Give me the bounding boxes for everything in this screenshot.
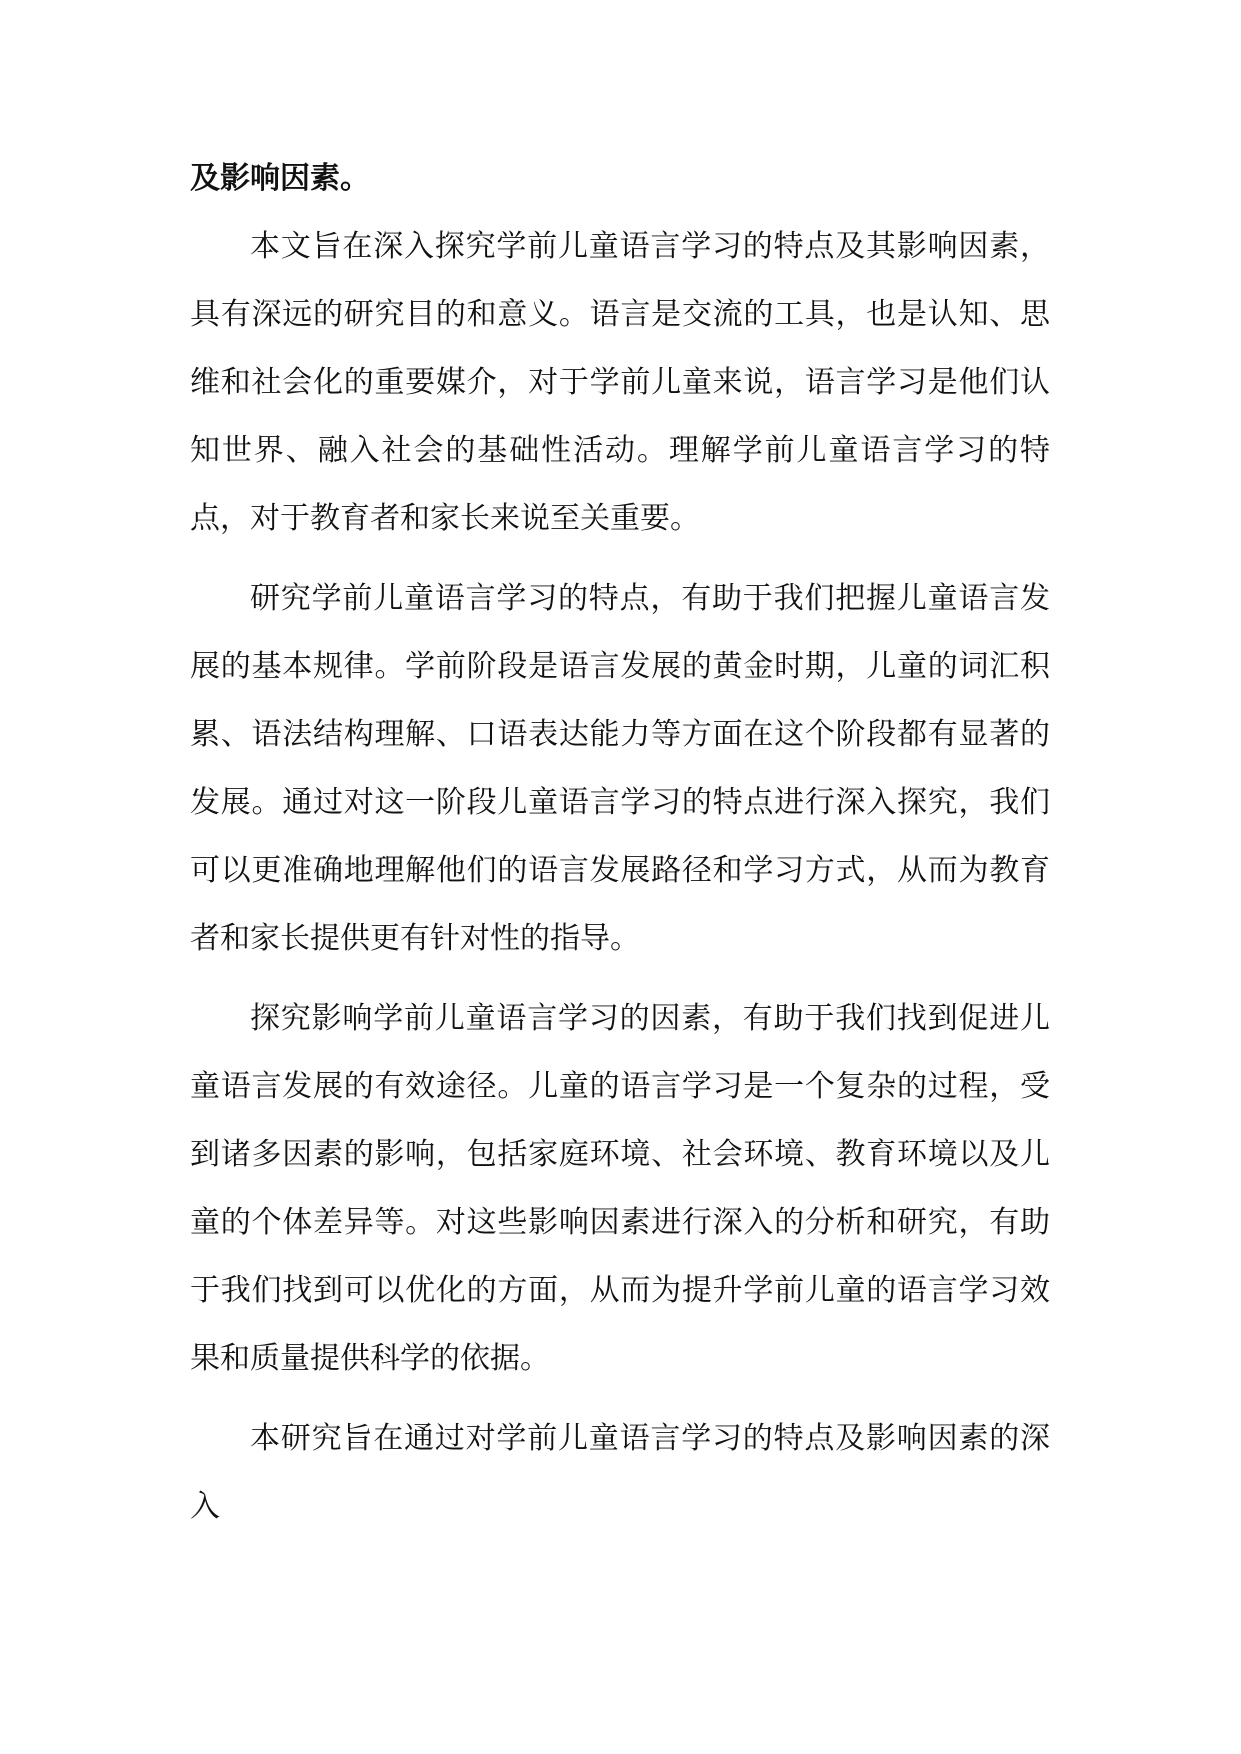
paragraph-3: 探究影响学前儿童语言学习的因素，有助于我们找到促进儿童语言发展的有效途径。儿童的语言学习是一个复杂的过程，受到诸多因素的影响，包括家庭环境、社会环境、教育环境以及儿童的个体差异等。对这些影响因素进行深入的分析和研究，有助于我们找到可以优化的方面，从而为提升学前儿童的语言学习效果和质量提供科学的依据。 [190, 1001, 1050, 1376]
paragraph-1: 本文旨在深入探究学前儿童语言学习的特点及其影响因素，具有深远的研究目的和意义。语言是交流的工具，也是认知、思维和社会化的重要媒介，对于学前儿童来说，语言学习是他们认知世界、融入社会的基础性活动。理解学前儿童语言学习的特点，对于教育者和家长来说至关重要。 [190, 229, 1050, 536]
paragraph-2: 研究学前儿童语言学习的特点，有助于我们把握儿童语言发展的基本规律。学前阶段是语言发展的黄金时期，儿童的词汇积累、语法结构理解、口语表达能力等方面在这个阶段都有显著的发展。通过对这一阶段儿童语言学习的特点进行深入探究，我们可以更准确地理解他们的语言发展路径和学习方式，从而为教育者和家长提供更有针对性的指导。 [190, 581, 1050, 956]
paragraph-4: 本研究旨在通过对学前儿童语言学习的特点及影响因素的深入 [190, 1421, 1050, 1524]
document-body [190, 145, 1050, 1553]
section-heading-continuation: 及影响因素。 [190, 161, 370, 196]
